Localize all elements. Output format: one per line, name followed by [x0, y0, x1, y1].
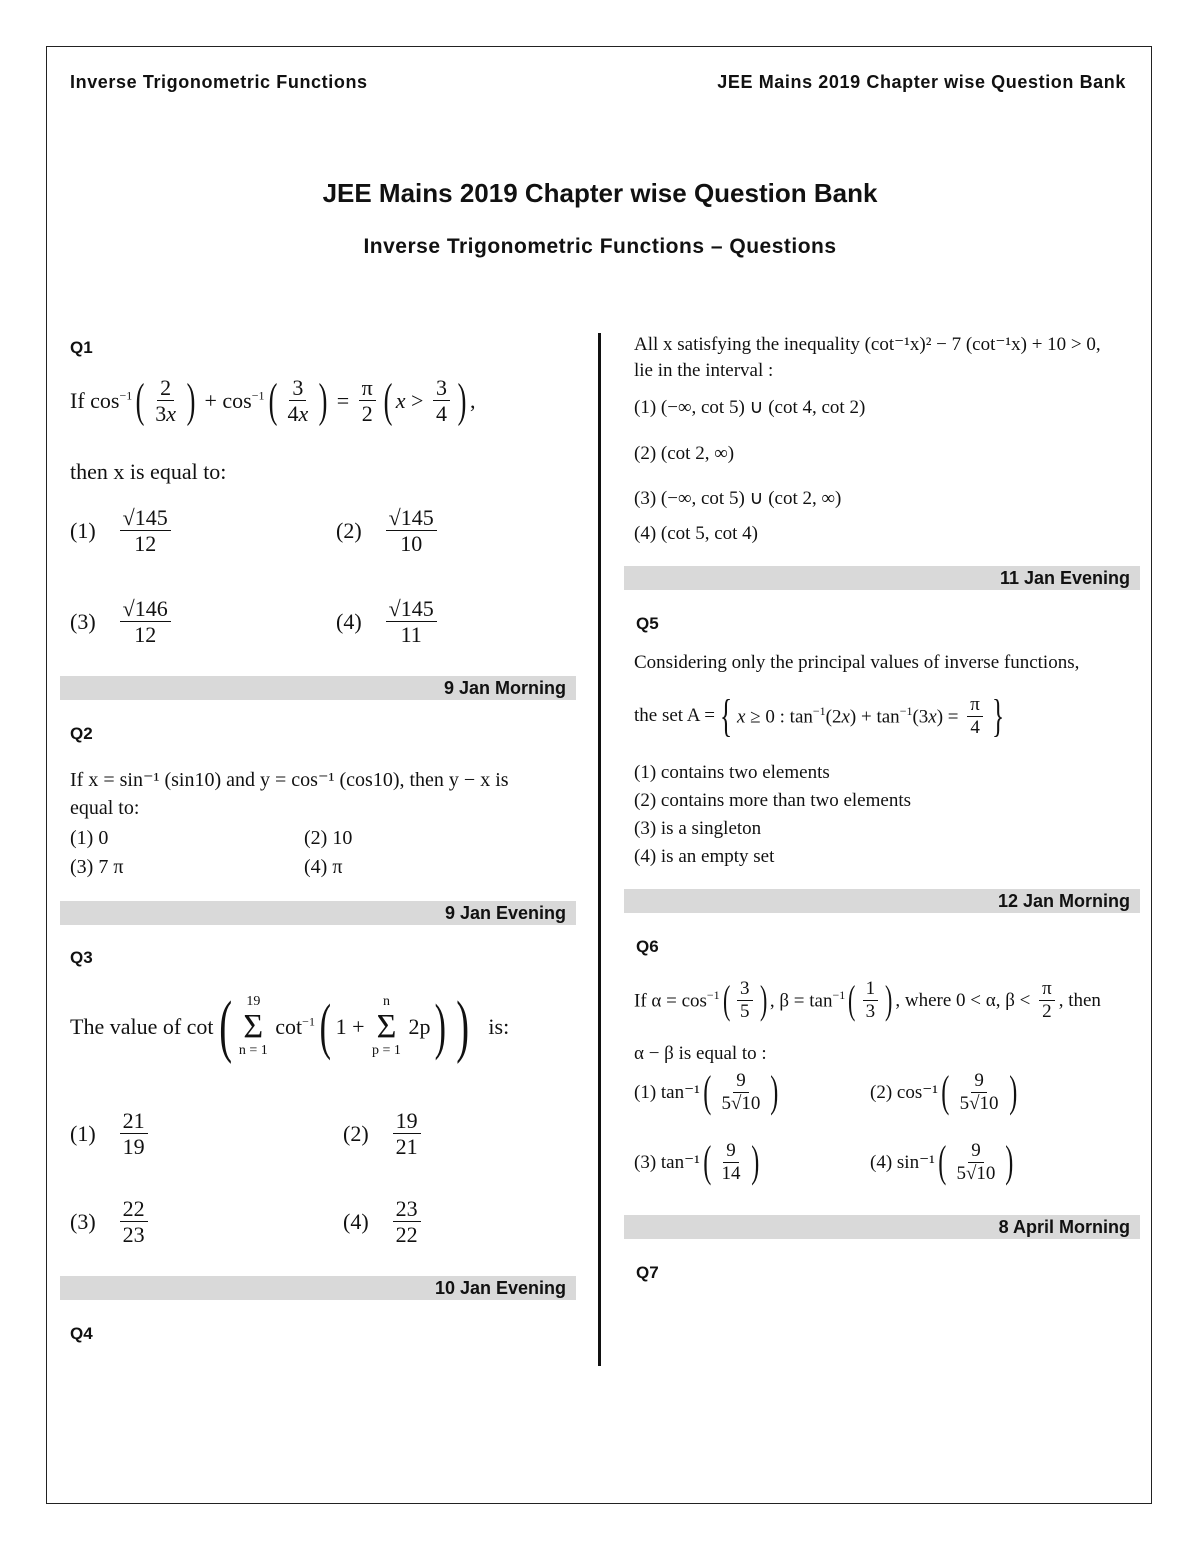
q3-label: Q3 — [70, 948, 93, 967]
option-number: (3) — [70, 1208, 96, 1234]
option-numerator: √145 — [386, 596, 437, 622]
q6-option-4[interactable]: (4) sin⁻¹ ( $\frac{9}{5√10}$ ) — [870, 1137, 1014, 1187]
q1-option-4[interactable] — [336, 596, 441, 648]
option-denominator: 12 — [134, 622, 157, 648]
q4-session-badge: 11 Jan Evening — [624, 566, 1140, 590]
q2-session-badge: 9 Jan Evening — [60, 901, 576, 925]
q4-option-4[interactable]: (4) (cot 5, cot 4) — [634, 523, 758, 544]
page-title: JEE Mains 2019 Chapter wise Question Bank — [322, 178, 878, 208]
q1-option-1[interactable] — [70, 505, 175, 557]
q3-lead: The value of cot — [70, 1014, 214, 1040]
option-number: (1) — [70, 517, 96, 543]
q3-tail: is: — [488, 1014, 510, 1040]
option-numerator: 22 — [120, 1196, 148, 1222]
option-number: (4) — [343, 1208, 369, 1234]
q2-statement-line2: equal to: — [70, 797, 140, 819]
q5-lead: the set A = — [634, 705, 715, 727]
option-denominator: 10 — [400, 531, 423, 557]
q3-session-badge: 10 Jan Evening — [60, 1276, 576, 1300]
option-numerator: 19 — [393, 1108, 421, 1134]
option-numerator: 23 — [393, 1196, 421, 1222]
q1-option-3[interactable] — [70, 596, 175, 648]
option-text: (3) tan⁻¹ — [634, 1151, 700, 1173]
option-number: (3) — [70, 608, 96, 634]
q6-option-1[interactable]: (1) tan⁻¹ ( $\frac{9}{5√10}$ ) — [634, 1067, 779, 1117]
q5-set-definition: the set A = { x ≥ 0 : $\tan^{-1}(2x) + \tan^{-1}(3x)$ = $\frac{\pi}{4}$ } — [634, 690, 1004, 741]
q2-option-4[interactable]: (4) π — [304, 856, 343, 878]
q6-statement: If $\alpha = \cos^{-1}$ ( $\frac{3}{5}$ ) , $\beta = \tan^{-1}$ ( $\frac{1}{3}$ ) , where 0 < α, β < $\frac{\pi}{2}$ , then — [634, 977, 1101, 1023]
option-denominator: 21 — [395, 1134, 418, 1160]
option-denominator: 22 — [395, 1222, 418, 1248]
running-header-right: JEE Mains 2019 Chapter wise Question Bank — [717, 72, 1126, 92]
q4-option-3[interactable]: (3) (−∞, cot 5) ∪ (cot 2, ∞) — [634, 488, 842, 509]
q4-statement-line1: All x satisfying the inequality (cot⁻¹x)² − 7 (cot⁻¹x) + 10 > 0, — [634, 334, 1101, 355]
q5-session-badge: 12 Jan Morning — [624, 889, 1140, 913]
q5-option-1[interactable]: (1) contains two elements — [634, 762, 830, 783]
option-number: (1) — [70, 1120, 96, 1146]
option-number: (4) — [336, 608, 362, 634]
q2-option-3[interactable]: (3) 7 π — [70, 856, 124, 878]
running-header-left: Inverse Trigonometric Functions — [70, 72, 368, 92]
option-text: (1) tan⁻¹ — [634, 1081, 700, 1103]
page-subtitle: Inverse Trigonometric Functions – Questions — [363, 235, 837, 258]
option-denominator: 12 — [134, 531, 157, 557]
q4-option-2[interactable]: (2) (cot 2, ∞) — [634, 443, 735, 464]
q1-label: Q1 — [70, 338, 93, 357]
q3-option-2[interactable] — [343, 1108, 425, 1160]
q5-label: Q5 — [636, 614, 659, 633]
option-numerator: 21 — [120, 1108, 148, 1134]
q1-statement: If $\cos^{-1}$ ( $\frac{2}{3x}$ ) + $\cos^{-1}$ ( $\frac{3}{4x}$ ) = $\frac{\pi}{2}$ ( x > $\frac{3}{4}$ ) , — [70, 373, 476, 427]
q1-then: then x is equal to: — [70, 459, 227, 484]
q1-session-badge: 9 Jan Morning — [60, 676, 576, 700]
q6-statement-line2: α − β is equal to : — [634, 1043, 767, 1064]
q6-session-badge: 8 April Morning — [624, 1215, 1140, 1239]
q1-option-2[interactable] — [336, 505, 441, 557]
option-text: (4) sin⁻¹ — [870, 1151, 935, 1173]
q2-statement-line1: If x = sin⁻¹ (sin10) and y = cos⁻¹ (cos10), then y − x is — [70, 769, 509, 791]
q2-option-1[interactable]: (1) 0 — [70, 827, 109, 849]
q6-label: Q6 — [636, 937, 659, 956]
q3-statement: The value of cot ( 19 Σ n = 1 $\cot^{-1}$ ( 1 + n Σ p = 1 2p ) ) is: — [70, 988, 510, 1065]
column-divider — [598, 333, 601, 1366]
q3-option-3[interactable] — [70, 1196, 152, 1248]
option-numerator: √145 — [386, 505, 437, 531]
option-denominator: 23 — [122, 1222, 145, 1248]
q3-option-4[interactable] — [343, 1196, 425, 1248]
q3-option-1[interactable] — [70, 1108, 152, 1160]
option-denominator: 19 — [122, 1134, 145, 1160]
q2-label: Q2 — [70, 724, 93, 743]
option-denominator: 11 — [400, 622, 422, 648]
q7-label: Q7 — [636, 1263, 659, 1282]
q5-option-4[interactable]: (4) is an empty set — [634, 846, 775, 867]
option-number: (2) — [336, 517, 362, 543]
option-number: (2) — [343, 1120, 369, 1146]
q4-option-1[interactable]: (1) (−∞, cot 5) ∪ (cot 4, cot 2) — [634, 397, 866, 418]
q2-option-2[interactable]: (2) 10 — [304, 827, 353, 849]
q4-statement-line2: lie in the interval : — [634, 360, 774, 381]
option-numerator: √146 — [120, 596, 171, 622]
q4-label: Q4 — [70, 1324, 93, 1343]
q6-option-2[interactable]: (2) cos⁻¹ ( $\frac{9}{5√10}$ ) — [870, 1067, 1017, 1117]
q5-statement-line1: Considering only the principal values of inverse functions, — [634, 652, 1080, 673]
option-numerator: √145 — [120, 505, 171, 531]
q5-option-2[interactable]: (2) contains more than two elements — [634, 790, 912, 811]
q5-option-3[interactable]: (3) is a singleton — [634, 818, 762, 839]
q6-option-3[interactable]: (3) tan⁻¹ ( $\frac{9}{14}$ ) — [634, 1137, 759, 1187]
option-text: (2) cos⁻¹ — [870, 1081, 938, 1103]
